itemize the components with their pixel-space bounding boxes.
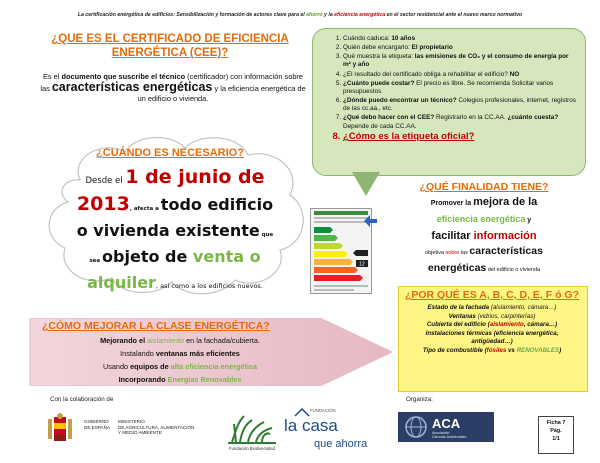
aca-sub: Asociación Ciencias Ambientales xyxy=(432,431,467,440)
faq-item: 3. Qué muestra la etiqueta: las emisiones de CO₂ y el consumo de energía por m² y año xyxy=(343,53,577,70)
speech-tail xyxy=(352,172,380,196)
ficha-pag: Pág. xyxy=(550,428,562,434)
faq-list xyxy=(313,29,585,141)
cuando-a1: , afecta a xyxy=(129,206,161,212)
finalidad-body xyxy=(384,194,584,277)
fin-p5: facilitar xyxy=(431,230,474,242)
cuando-big1: todo edificio xyxy=(160,195,274,214)
faq-item: 5. ¿Cuánto puede costar? El precio es libre. Se recomienda Solicitar varios presupuestos xyxy=(343,80,577,97)
collaboration-label: Con la colaboración de xyxy=(50,396,114,403)
faq-item: 6. ¿Dónde puedo encontrar un técnico? Colegios profesionales, internet, registros de las cc.aa., etc. xyxy=(343,97,577,114)
header-part6: en el sector residencial ante el nuevo marco normativo xyxy=(385,12,523,18)
fin-p7: objetiva xyxy=(425,250,446,256)
faq-item: 1. Cuándo caduca: 10 años xyxy=(343,35,577,43)
ministry-text: MINISTERIO DE AGRICULTURA, ALIMENTACIÓN Y MEDIO AMBIENTE xyxy=(118,419,195,436)
cuando-big2: o vivienda existente xyxy=(76,221,260,240)
gob-text: GOBIERNO DE ESPAÑA xyxy=(84,419,110,430)
government-logo xyxy=(40,413,205,453)
faq-item: 2. Quién debe encargarlo: El propietario xyxy=(343,44,577,52)
cee-title: ¿QUE ES EL CERTIFICADO DE EFICIENCIA ENERGÉTICA (CEE)? xyxy=(51,33,289,59)
cee-t2: documento que suscribe el técnico xyxy=(61,72,186,81)
cuando-sea: sea xyxy=(89,258,103,264)
aca-acronym: ACA xyxy=(432,416,461,431)
fundacion-biodiversidad-logo xyxy=(222,412,282,456)
header-part4: y la xyxy=(322,12,335,18)
fin-p11: energéticas xyxy=(427,262,487,274)
ficha-page-count: 1/1 xyxy=(552,436,560,442)
faq-item: 4. ¿El resultado del certificado obliga a rehabilitar el edificio? NO xyxy=(343,71,577,79)
improve-title: ¿CÓMO MEJORAR LA CLASE ENERGÉTICA? xyxy=(42,320,270,332)
improve-body: Mejorando el aislamiento en la fachada/cubierta. Instalando ventanas más eficientes Usando equipos de alta eficiencia energética Incorporando Energías Renovables xyxy=(100,336,260,384)
page-header xyxy=(20,12,580,18)
casa-fundacion: FUNDACIÓN xyxy=(310,408,336,413)
page-indicator xyxy=(538,416,574,454)
cee-t3: (certificador) con información sobre las xyxy=(40,72,303,93)
header-part2: de edificios: Sensibilización y formación de actores clave para el xyxy=(143,12,307,18)
cuando-body xyxy=(60,166,290,298)
cee-t1: Es el xyxy=(43,72,62,81)
fin-p10: características xyxy=(469,245,543,257)
grass-icon xyxy=(222,412,282,446)
finalidad-title: ¿QUÉ FINALIDAD TIENE? xyxy=(419,181,549,193)
header-part1: La certificación energética xyxy=(77,12,144,18)
cuando-date1: 1 de junio de xyxy=(125,166,265,188)
cuando-tail: , así como a los edificios nuevos. xyxy=(155,282,263,290)
fin-p9: las xyxy=(459,250,470,256)
fin-p8: sobre xyxy=(445,250,460,256)
fin-p3: eficiencia energética xyxy=(436,214,526,224)
organizer-label: Organiza: xyxy=(406,396,433,403)
la-casa-que-ahorra-logo xyxy=(284,408,382,456)
cuando-venta: venta o xyxy=(192,247,261,266)
label-badge: 12 xyxy=(359,261,365,268)
faq-item-label-question: 8. ¿Cómo es la etiqueta oficial? xyxy=(343,133,577,141)
cuando-l1: Desde el xyxy=(85,176,126,186)
header-part3: ahorro xyxy=(306,12,323,18)
cuando-alquiler: alquiler xyxy=(87,273,156,292)
cee-t4: características energéticas xyxy=(51,80,213,94)
cuando-date2: 2013 xyxy=(76,193,130,215)
faq-list-box xyxy=(312,28,586,176)
aca-logo xyxy=(398,412,494,442)
faq-item: 7. ¿Qué debo hacer con el CEE? Registrarlo en la CC.AA. ¿cuánto cuesta? Depende de cada CC.AA. xyxy=(343,114,577,131)
globe-icon xyxy=(404,415,428,439)
fin-p6: información xyxy=(473,230,537,242)
ficha-number: Ficha 7 xyxy=(546,420,566,426)
cee-description xyxy=(38,72,308,104)
classes-title: ¿POR QUÉ ES A, B, C, D, E, F ó G? xyxy=(404,289,580,301)
arrow-icon xyxy=(362,215,378,227)
cuando-que: que xyxy=(259,232,274,238)
cuando-title: ¿CUÁNDO ES NECESARIO? xyxy=(96,147,244,159)
bio-caption: Fundación Biodiversidad xyxy=(229,446,275,451)
fin-p1: Promover la xyxy=(430,200,474,207)
cuando-obj: objeto de xyxy=(102,247,193,266)
classes-body: Estado de la fachada (aislamiento, cámara…) Ventanas (vidrios, carpinterías) Cubierta del edificio (aislamiento, cámara…) Instalaciones térmicas (eficiencia energética, antigüedad…) Tipo de combustible (fósiles vs RENOVABLES) xyxy=(422,304,562,354)
fin-p2: mejora de la xyxy=(473,196,538,208)
fin-p4: y xyxy=(525,217,532,224)
cee-t5: y la eficiencia energética de un edificio o vivienda. xyxy=(137,84,306,103)
coat-of-arms-icon xyxy=(40,413,80,449)
casa-tagline: que ahorra xyxy=(314,438,368,450)
fin-p12: del edificio o vivienda xyxy=(486,267,541,273)
casa-name: la casa xyxy=(284,416,338,435)
header-part5: eficiencia energética xyxy=(334,12,386,18)
